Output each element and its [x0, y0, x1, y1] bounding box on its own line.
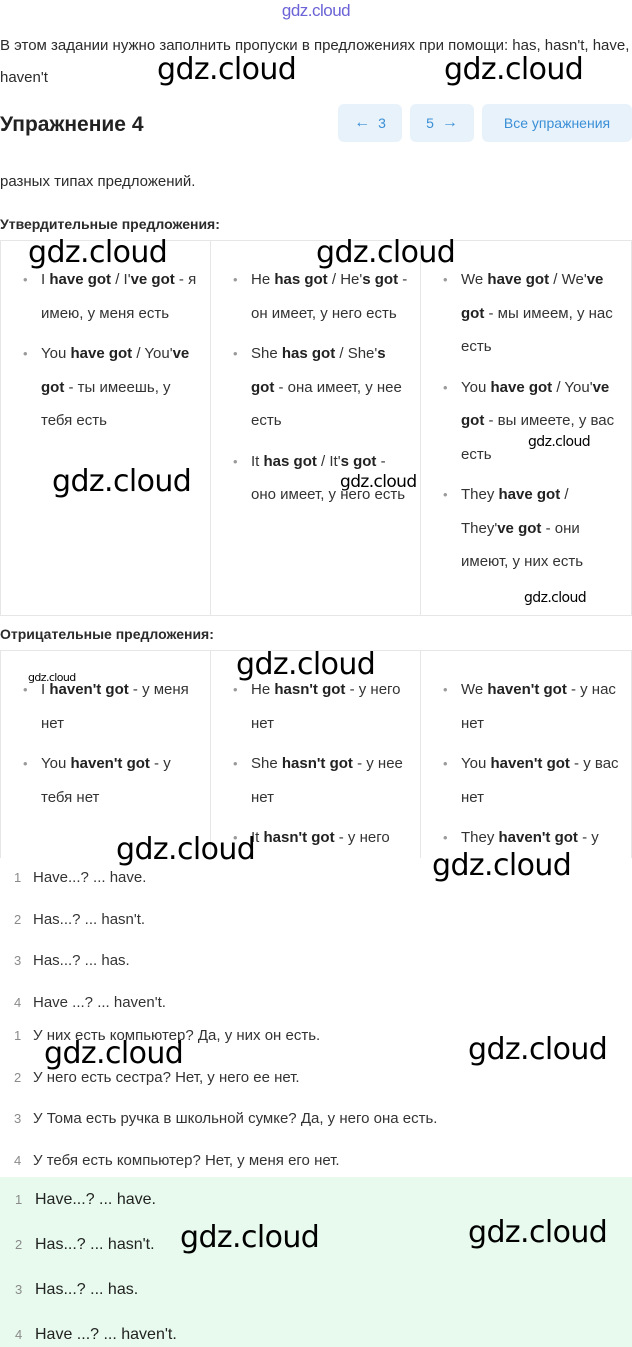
- table-column: [211, 241, 421, 615]
- watermark: gdz.cloud: [524, 590, 587, 606]
- grammar-item: • They have got / They've got - они имеют, у них есть: [443, 478, 621, 579]
- grammar-item: • You have got / You've got - вы имеете, у вас есть: [443, 371, 621, 472]
- item-number: 4: [14, 1153, 22, 1169]
- list-item: [0, 940, 632, 982]
- table-column: [1, 651, 211, 858]
- negative-table: [0, 650, 632, 858]
- next-exercise-label: 5: [426, 115, 434, 131]
- item-number: 2: [14, 911, 22, 927]
- watermark: gdz.cloud: [28, 671, 76, 684]
- site-logo[interactable]: gdz.cloud: [281, 1, 351, 20]
- watermark: gdz.cloud: [468, 1215, 608, 1250]
- table-column: [421, 241, 631, 615]
- all-exercises-label: Все упражнения: [503, 115, 611, 131]
- watermark: gdz.cloud: [340, 472, 417, 492]
- watermark: gdz.cloud: [116, 832, 256, 867]
- list-item: [0, 899, 632, 941]
- item-number: 4: [14, 995, 22, 1011]
- item-text: Have ...? ... haven't.: [35, 1325, 177, 1343]
- grammar-item: • It has got / It's got - оно имеет, у него есть: [233, 445, 410, 512]
- item-number: 3: [14, 1111, 22, 1127]
- grammar-item: • You have got / You've got - ты имеешь, у тебя есть: [23, 337, 200, 438]
- item-text: Has...? ... hasn't.: [33, 910, 146, 928]
- grammar-item: • We haven't got - у нас нет: [443, 673, 621, 740]
- prev-exercise-label: 3: [378, 115, 386, 131]
- translations-list: [0, 1015, 632, 1181]
- item-number: 4: [15, 1327, 23, 1342]
- item-number: 2: [15, 1237, 23, 1252]
- list-item: [0, 857, 632, 899]
- list-item: [0, 1267, 632, 1312]
- highlighted-answers: [0, 1177, 632, 1347]
- list-item: [0, 1140, 632, 1182]
- list-item: [0, 1177, 632, 1222]
- watermark: gdz.cloud: [468, 1032, 608, 1067]
- item-text: Have...? ... have.: [35, 1190, 156, 1208]
- grammar-item: • It hasn't got - у него: [233, 821, 410, 855]
- list-item: [0, 1057, 632, 1099]
- affirmative-heading: Утвердительные предложения:: [0, 216, 220, 232]
- list-item: [0, 1098, 632, 1140]
- watermark: gdz.cloud: [180, 1220, 320, 1255]
- grammar-item: • I haven't got - у меня нет: [23, 673, 200, 740]
- grammar-item: • I have got / I've got - я имею, у меня есть: [23, 263, 200, 330]
- item-text: Has...? ... has.: [35, 1280, 139, 1298]
- grammar-item: • You haven't got - у вас нет: [443, 747, 621, 814]
- clipped-text-line: [0, 146, 632, 154]
- item-text: У тебя есть компьютер? Нет, у меня его нет.: [33, 1152, 340, 1170]
- grammar-item: • We have got / We've got - мы имеем, у нас есть: [443, 263, 621, 364]
- theory-text-line: разных типах предложений.: [0, 173, 196, 190]
- list-item: [0, 1222, 632, 1267]
- item-number: 3: [15, 1282, 23, 1297]
- exercise-header: [0, 104, 632, 144]
- item-text: Has...? ... has.: [33, 952, 130, 970]
- item-text: Have...? ... have.: [33, 869, 147, 887]
- intro-text: В этом задании нужно заполнить пропуски в предложениях при помощи: has, hasn't, have, haven't: [0, 37, 630, 86]
- exercise-title: Упражнение 4: [0, 113, 144, 136]
- item-text: Has...? ... hasn't.: [35, 1235, 155, 1253]
- negative-heading: Отрицательные предложения:: [0, 626, 214, 642]
- list-item: [0, 1312, 632, 1347]
- watermark: gdz.cloud: [44, 1036, 184, 1071]
- grammar-item: • He hasn't got - у него нет: [233, 673, 410, 740]
- item-text: У них есть компьютер? Да, у них он есть.: [33, 1027, 321, 1045]
- item-number: 1: [15, 1192, 23, 1207]
- item-number: 3: [14, 953, 22, 969]
- watermark: gdz.cloud: [316, 235, 456, 270]
- answers-list: [0, 857, 632, 1023]
- prev-exercise-button[interactable]: [338, 104, 402, 142]
- table-column: [211, 651, 421, 858]
- watermark: gdz.cloud: [52, 464, 192, 499]
- grammar-item: • She has got / She's got - она имеет, у нее есть: [233, 337, 410, 438]
- grammar-item: • They haven't got - у: [443, 821, 621, 855]
- all-exercises-button[interactable]: [482, 104, 632, 142]
- table-column: [1, 241, 211, 615]
- arrow-right-icon: →: [441, 114, 458, 131]
- watermark: gdz.cloud: [528, 434, 591, 450]
- grammar-item: • You haven't got - у тебя нет: [23, 747, 200, 814]
- list-item: [0, 1015, 632, 1057]
- watermark: gdz.cloud: [236, 647, 376, 682]
- grammar-item: • He has got / He's got - он имеет, у него есть: [233, 263, 410, 330]
- item-number: 1: [14, 1028, 22, 1044]
- item-number: 1: [14, 870, 22, 886]
- affirmative-table: [0, 240, 632, 616]
- next-exercise-button[interactable]: [410, 104, 474, 142]
- watermark: gdz.cloud: [157, 52, 297, 87]
- grammar-item: • She hasn't got - у нее нет: [233, 747, 410, 814]
- item-text: Have ...? ... haven't.: [33, 994, 166, 1012]
- watermark: gdz.cloud: [432, 848, 572, 883]
- arrow-left-icon: ←: [354, 114, 371, 131]
- table-column: [421, 651, 631, 858]
- item-number: 2: [14, 1069, 22, 1085]
- item-text: У него есть сестра? Нет, у него ее нет.: [33, 1068, 300, 1086]
- watermark: gdz.cloud: [444, 52, 584, 87]
- item-text: У Тома есть ручка в школьной сумке? Да, у него она есть.: [33, 1110, 438, 1128]
- watermark: gdz.cloud: [28, 235, 168, 270]
